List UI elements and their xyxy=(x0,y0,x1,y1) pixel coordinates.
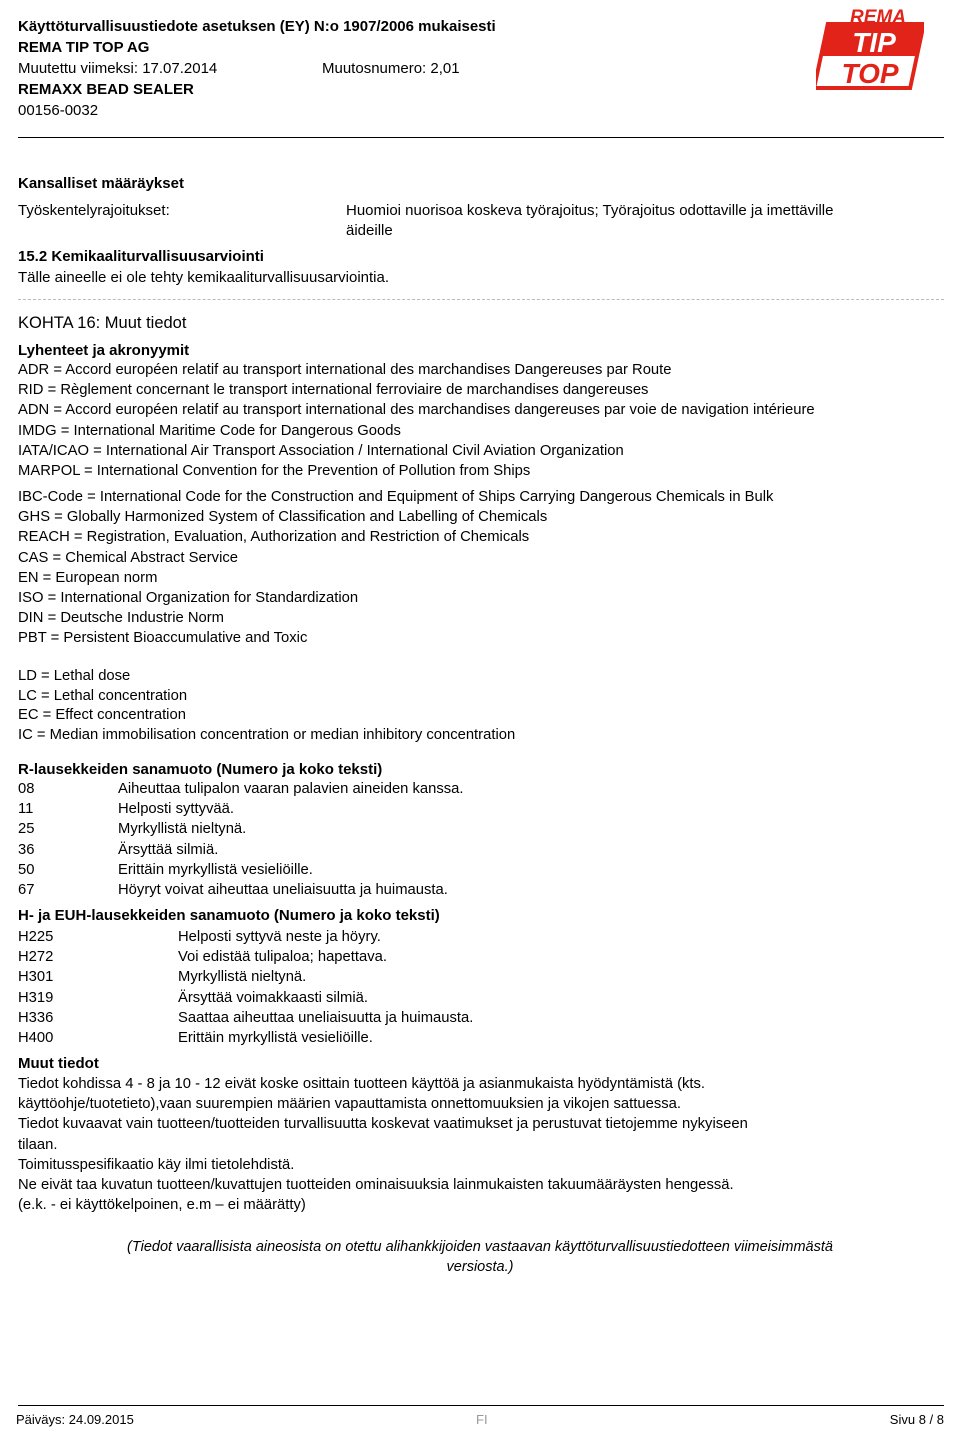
r-phrases-title: R-lausekkeiden sanamuoto (Numero ja koko teksti) xyxy=(18,761,383,778)
abbr-item: IBC-Code = International Code for the Construction and Equipment of Ships Carrying Dangerous Chemicals in Bulk xyxy=(18,489,774,505)
abbr-item: RID = Règlement concernant le transport international ferroviaire de marchandises dangereuses xyxy=(18,382,649,399)
phrase-row xyxy=(18,947,473,967)
work-restrictions-line1: Huomioi nuorisoa koskeva työrajoitus; Työrajoitus odottaville ja imettäville xyxy=(346,202,834,219)
abbr-item: ADR = Accord européen relatif au transport international des marchandises Dangereuses par Route xyxy=(18,362,672,378)
phrase-row xyxy=(18,967,473,987)
abbr-item: ISO = International Organization for Standardization xyxy=(18,590,359,607)
footer-date: Päiväys: 24.09.2015 xyxy=(16,1412,134,1427)
footer-language: FI xyxy=(476,1412,488,1427)
work-restrictions-label: Työskentelyrajoitukset: xyxy=(18,202,170,219)
other-info-line: (e.k. - ei käyttökelpoinen, e.m – ei määrätty) xyxy=(18,1197,306,1214)
phrase-row xyxy=(18,819,464,839)
other-info-text xyxy=(18,1074,748,1215)
h-phrases-title: H- ja EUH-lausekkeiden sanamuoto (Numero ja koko teksti) xyxy=(18,907,440,924)
product-name: REMAXX BEAD SEALER xyxy=(18,81,194,98)
other-info-line: käyttöohje/tuotetieto),vaan suurempien määrien vapauttamista onnettomuuksien ja vikojen sattuessa. xyxy=(18,1096,681,1113)
phrase-code: 36 xyxy=(18,841,35,858)
abbr-item: LC = Lethal concentration xyxy=(18,687,188,704)
modified-date: Muutettu viimeksi: 17.07.2014 xyxy=(18,60,218,77)
phrase-row xyxy=(18,1008,473,1028)
phrase-row xyxy=(18,988,473,1008)
abbr-item: DIN = Deutsche Industrie Norm xyxy=(18,610,225,627)
abbr-item: MARPOL = International Convention for the Prevention of Pollution from Ships xyxy=(18,463,531,480)
abbr-item: LD = Lethal dose xyxy=(18,668,131,684)
abbr-item: EN = European norm xyxy=(18,569,158,586)
phrase-text: Myrkyllistä nieltynä. xyxy=(178,969,307,986)
phrase-text: Helposti syttyvä neste ja höyry. xyxy=(178,929,381,945)
phrase-row xyxy=(18,860,464,880)
supplier-note xyxy=(80,1237,880,1277)
phrase-code: H301 xyxy=(18,969,54,986)
phrase-code: 25 xyxy=(18,821,35,838)
csa-text: Tälle aineelle ei ole tehty kemikaaliturvallisuusarviointia. xyxy=(18,269,390,286)
abbr-item: CAS = Chemical Abstract Service xyxy=(18,549,238,566)
abbr-item: EC = Effect concentration xyxy=(18,707,186,724)
rema-tip-top-logo xyxy=(816,4,924,90)
phrase-row xyxy=(18,799,464,819)
other-info-line: Tiedot kohdissa 4 - 8 ja 10 - 12 eivät koske osittain tuotteen käyttöä ja asianmukaista hyödyntämistä (kts. xyxy=(18,1076,706,1092)
other-info-line: Tiedot kuvaavat vain tuotteen/tuotteiden turvallisuutta koskevat vaatimukset ja perustuvat tietojemme nykyiseen xyxy=(18,1116,748,1133)
footer-divider xyxy=(18,1405,944,1406)
abbr-item: IATA/ICAO = International Air Transport Association / International Civil Aviation Organization xyxy=(18,442,624,459)
phrase-code: H272 xyxy=(18,949,54,966)
phrase-code: 08 xyxy=(18,781,35,797)
other-info-line: tilaan. xyxy=(18,1136,58,1153)
header-meta-row xyxy=(18,58,496,79)
abbr-item: REACH = Registration, Evaluation, Authorization and Restriction of Chemicals xyxy=(18,529,530,546)
logo-text-mid: TIP xyxy=(852,27,896,58)
footer-page-number: Sivu 8 / 8 xyxy=(889,1412,944,1427)
revision-number: Muutosnumero: 2,01 xyxy=(322,60,460,77)
abbr-group-1 xyxy=(18,360,815,481)
phrase-text: Helposti syttyvää. xyxy=(118,801,234,818)
other-info-title: Muut tiedot xyxy=(18,1055,99,1072)
abbr-item: IMDG = International Maritime Code for Dangerous Goods xyxy=(18,422,401,439)
phrase-row xyxy=(18,927,473,947)
phrase-text: Erittäin myrkyllistä vesieliöille. xyxy=(178,1030,373,1047)
phrase-row xyxy=(18,880,464,900)
phrase-text: Ärsyttää silmiä. xyxy=(118,841,219,858)
phrase-code: H400 xyxy=(18,1030,54,1047)
phrase-text: Saattaa aiheuttaa uneliaisuutta ja huimausta. xyxy=(178,1009,474,1026)
phrase-text: Erittäin myrkyllistä vesieliöille. xyxy=(118,861,313,878)
phrase-text: Myrkyllistä nieltynä. xyxy=(118,821,247,838)
work-restrictions-value xyxy=(346,201,833,241)
phrase-row xyxy=(18,840,464,860)
phrase-row xyxy=(18,779,464,799)
national-title: Kansalliset määräykset xyxy=(18,175,184,192)
company-name: REMA TIP TOP AG xyxy=(18,39,150,56)
supplier-note-line1: (Tiedot vaarallisista aineosista on otettu alihankkijoiden vastaavan käyttöturvallisuustiedotteen viimeisimmästä xyxy=(127,1239,833,1255)
supplier-note-line2: versiosta.) xyxy=(446,1259,514,1275)
phrase-code: H225 xyxy=(18,929,54,945)
header-divider xyxy=(18,137,944,138)
phrase-text: Voi edistää tulipaloa; hapettava. xyxy=(178,949,387,966)
phrase-code: 50 xyxy=(18,861,35,878)
csa-title: 15.2 Kemikaaliturvallisuusarviointi xyxy=(18,248,264,265)
phrase-row xyxy=(18,1028,473,1048)
phrase-code: 67 xyxy=(18,882,35,899)
abbr-title: Lyhenteet ja akronyymit xyxy=(18,342,190,359)
logo-text-bot: TOP xyxy=(841,58,899,89)
work-restrictions-line2: äideille xyxy=(346,222,393,239)
other-info-line: Toimitusspesifikaatio käy ilmi tietolehdistä. xyxy=(18,1156,295,1173)
abbr-group-3 xyxy=(18,667,515,746)
phrase-text: Höyryt voivat aiheuttaa uneliaisuutta ja huimausta. xyxy=(118,882,448,899)
section-divider xyxy=(18,299,944,300)
abbr-item: GHS = Globally Harmonized System of Classification and Labelling of Chemicals xyxy=(18,509,548,526)
phrase-code: H319 xyxy=(18,989,54,1006)
abbr-item: PBT = Persistent Bioaccumulative and Toxic xyxy=(18,630,308,647)
abbr-item: ADN = Accord européen relatif au transport international des marchandises dangereuses par voie de navigation intérieure xyxy=(18,402,815,419)
r-phrases-table xyxy=(18,779,464,900)
document-header xyxy=(18,16,496,121)
phrase-code: 11 xyxy=(18,801,34,818)
logo-text-top: REMA xyxy=(850,7,906,28)
h-phrases-table xyxy=(18,927,473,1048)
header-title: Käyttöturvallisuustiedote asetuksen (EY) N:o 1907/2006 mukaisesti xyxy=(18,18,496,35)
abbr-item: IC = Median immobilisation concentration or median inhibitory concentration xyxy=(18,727,516,744)
other-info-line: Ne eivät taa kuvatun tuotteen/kuvattujen tuotteiden ominaisuuksia lainmukaisten takuumääräysten hengessä. xyxy=(18,1177,734,1194)
phrase-text: Ärsyttää voimakkaasti silmiä. xyxy=(178,989,368,1006)
section16-title: KOHTA 16: Muut tiedot xyxy=(18,314,187,332)
phrase-code: H336 xyxy=(18,1009,54,1026)
phrase-text: Aiheuttaa tulipalon vaaran palavien aineiden kanssa. xyxy=(118,781,464,797)
product-code: 00156-0032 xyxy=(18,102,99,119)
abbr-group-2 xyxy=(18,487,773,649)
